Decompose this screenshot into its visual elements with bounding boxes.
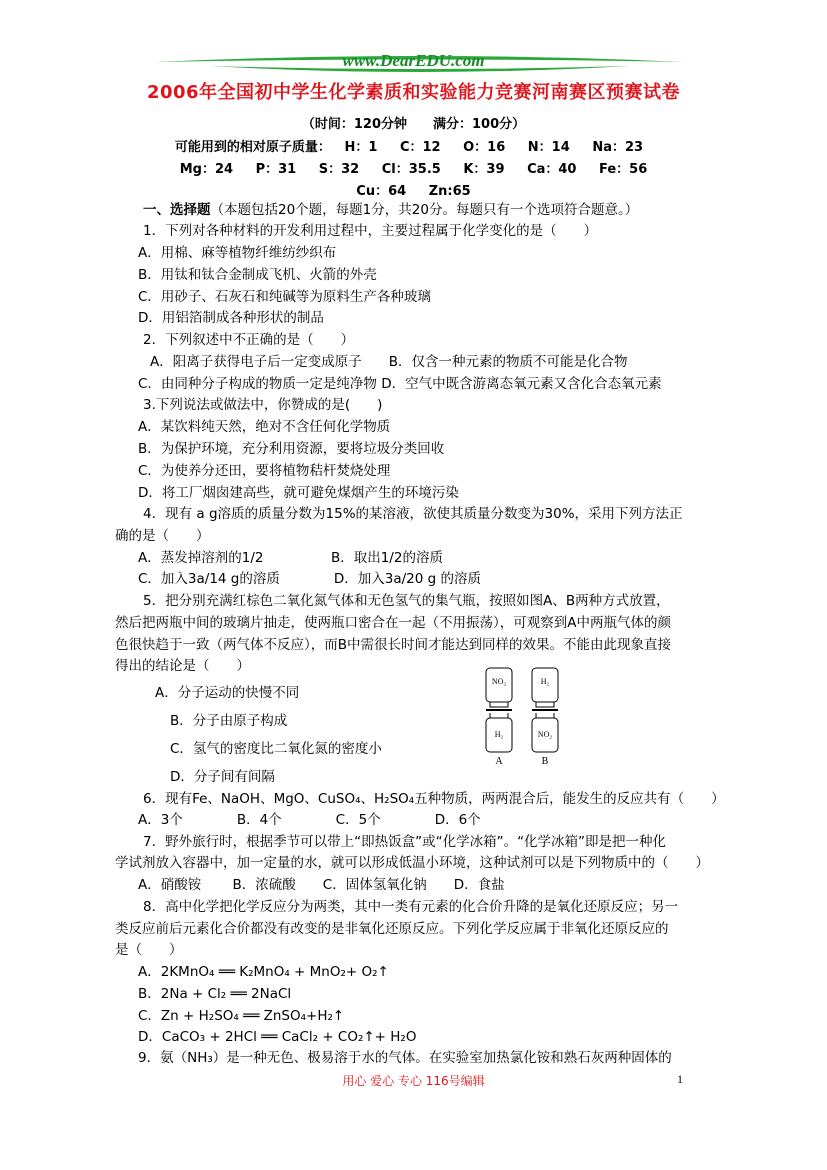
page-number: 1 bbox=[677, 1072, 683, 1086]
atomic-mass-label: 可能用到的相对原子质量： bbox=[174, 140, 331, 155]
option-1c: C．用砂子、石灰石和纯碱等为原料生产各种玻璃 bbox=[138, 289, 431, 305]
option-5d: D．分子间有间隔 bbox=[170, 769, 275, 785]
option-5a: A．分子运动的快慢不同 bbox=[155, 685, 300, 701]
jar-a-top-neck bbox=[490, 702, 508, 707]
section-title: 一、选择题 bbox=[143, 202, 211, 218]
question-8-line-2: 类反应前后元素化合价都没有改变的是非氧化还原反应。下列化学反应属于非氧化还原反应的 bbox=[115, 921, 669, 937]
gas-jars-figure bbox=[480, 664, 580, 768]
atomic-mass-item: P：31 bbox=[255, 162, 297, 177]
jar-a-bottom-neck bbox=[490, 713, 508, 718]
section-heading bbox=[143, 200, 638, 220]
question-6: 6．现有Fe、NaOH、MgO、CuSO₄、H₂SO₄五种物质，两两混合后，能发生的反应共有（ ） bbox=[143, 791, 725, 807]
jar-b-top-neck bbox=[536, 702, 554, 707]
option-8d: D．CaCO₃ + 2HCl ══ CaCl₂ + CO₂↑+ H₂O bbox=[138, 1029, 417, 1045]
question-5-line-3: 色很快趋于一致（两气体不反应），而B中需很长时间才能达到同样的效果。不能由此现象直接 bbox=[115, 637, 672, 653]
atomic-mass-item: Mg：24 bbox=[179, 162, 234, 177]
option-8b: B．2Na + Cl₂ ══ 2NaCl bbox=[138, 986, 292, 1002]
option-8c: C．Zn + H₂SO₄ ══ ZnSO₄+H₂↑ bbox=[138, 1008, 345, 1024]
atomic-mass-item: Cl：35.5 bbox=[381, 162, 441, 177]
option-4ab: A．蒸发掉溶剂的1/2 B．取出1/2的溶质 bbox=[138, 550, 443, 566]
option-3c: C．为使养分还田，要将植物秸杆焚烧处理 bbox=[138, 463, 391, 479]
option-6: A．3个 B．4个 C．5个 D．6个 bbox=[138, 812, 481, 828]
atomic-mass-item: H：1 bbox=[344, 140, 378, 155]
option-5b: B．分子由原子构成 bbox=[170, 713, 288, 729]
option-5c: C．氢气的密度比二氧化氮的密度小 bbox=[170, 741, 382, 757]
atomic-mass-item: O：16 bbox=[463, 140, 506, 155]
option-1d: D．用铝箔制成各种形状的制品 bbox=[138, 310, 324, 326]
atomic-mass-item: C：12 bbox=[399, 140, 441, 155]
jar-b-bottom-neck bbox=[536, 713, 554, 718]
question-5-line-2: 然后把两瓶中间的玻璃片抽走，使两瓶口密合在一起（不用振荡），可观察到A中两瓶气体的颜 bbox=[115, 615, 671, 631]
question-4-line-2: 确的是（ ） bbox=[115, 528, 210, 544]
atomic-mass-line-3 bbox=[0, 180, 827, 199]
question-2: 2．下列叙述中不正确的是（ ） bbox=[143, 332, 355, 348]
question-5-line-4: 得出的结论是（ ） bbox=[115, 658, 250, 674]
atomic-mass-item: Na：23 bbox=[592, 140, 644, 155]
question-7-line-1: 7．野外旅行时，根据季节可以带上“即热饭盒”或“化学冰箱”。“化学冰箱”即是把一种化 bbox=[143, 834, 667, 850]
page-title: 2006年全国初中学生化学素质和实验能力竞赛河南赛区预赛试卷 bbox=[146, 82, 681, 103]
option-8a: A．2KMnO₄ ══ K₂MnO₄ + MnO₂+ O₂↑ bbox=[138, 964, 389, 980]
option-2ab: A．阳离子获得电子后一定变成原子 B．仅含一种元素的物质不可能是化合物 bbox=[150, 354, 628, 370]
atomic-mass-item: K：39 bbox=[463, 162, 505, 177]
question-5-line-1: 5．把分别充满红棕色二氧化氮气体和无色氢气的集气瓶，按照如图A、B两种方式放置， bbox=[143, 593, 670, 609]
option-4cd: C．加入3a/14 g的溶质 D．加入3a/20 g 的溶质 bbox=[138, 571, 482, 587]
jar-b-top-label: H₂ bbox=[540, 677, 550, 686]
question-9: 9．氨（NH₃）是一种无色、极易溶于水的气体。在实验室加热氯化铵和熟石灰两种固体的 bbox=[138, 1050, 672, 1066]
question-8-line-1: 8．高中化学把化学反应分为两类，其中一类有元素的化合价升降的是氧化还原反应；另一 bbox=[143, 899, 679, 915]
jar-a-bottom-label: H₂ bbox=[494, 730, 504, 739]
option-3a: A．某饮料纯天然，绝对不含任何化学物质 bbox=[138, 419, 391, 435]
atomic-mass-item: Ca：40 bbox=[527, 162, 577, 177]
atomic-mass-item: N：14 bbox=[527, 140, 570, 155]
jar-b-bottom-label: NO₂ bbox=[537, 730, 553, 739]
option-1a: A．用棉、麻等植物纤维纺纱织布 bbox=[138, 245, 337, 261]
option-3d: D．将工厂烟囱建高些，就可避免煤烟产生的环境污染 bbox=[138, 485, 459, 501]
option-7: A．硝酸铵 B．浓硫酸 C．固体氢氧化钠 D．食盐 bbox=[138, 877, 505, 893]
header-url: www.DearEDU.com bbox=[342, 51, 485, 70]
atomic-mass-line-1 bbox=[0, 136, 827, 155]
atomic-mass-item: Cu：64 bbox=[356, 184, 407, 199]
question-8-line-3: 是（ ） bbox=[115, 942, 183, 958]
atomic-mass-item: Fe：56 bbox=[599, 162, 648, 177]
figure-label-a: A bbox=[495, 756, 503, 767]
option-2cd: C．由同种分子构成的物质一定是纯净物 D．空气中既含游离态氧元素又含化合态氧元素 bbox=[138, 376, 662, 392]
atomic-mass-item: Zn:65 bbox=[428, 184, 471, 199]
time-score-line: （时间：120分钟 满分：100分） bbox=[301, 117, 526, 132]
atomic-mass-line-2 bbox=[0, 158, 827, 177]
question-1: 1．下列对各种材料的开发利用过程中，主要过程属于化学变化的是（ ） bbox=[143, 223, 598, 239]
question-4-line-1: 4．现有 a g溶质的质量分数为15%的某溶液，欲使其质量分数变为30%，采用下列方法正 bbox=[143, 506, 683, 522]
footer-text: 用心 爱心 专心 116号编辑 bbox=[342, 1074, 485, 1088]
jar-a-top-label: NO₂ bbox=[491, 677, 507, 686]
question-7-line-2: 学试剂放入容器中，加一定量的水，就可以形成低温小环境，这种试剂可以是下列物质中的（ ） bbox=[115, 855, 709, 871]
figure-label-b: B bbox=[541, 756, 549, 767]
option-3b: B．为保护环境，充分利用资源，要将垃圾分类回收 bbox=[138, 441, 445, 457]
option-1b: B．用钛和钛合金制成飞机、火箭的外壳 bbox=[138, 267, 377, 283]
section-instruction: （本题包括20个题，每题1分，共20分。每题只有一个选项符合题意。） bbox=[210, 202, 639, 218]
atomic-mass-item: S：32 bbox=[318, 162, 360, 177]
question-3: 3.下列说法或做法中，你赞成的是( ) bbox=[143, 397, 383, 413]
